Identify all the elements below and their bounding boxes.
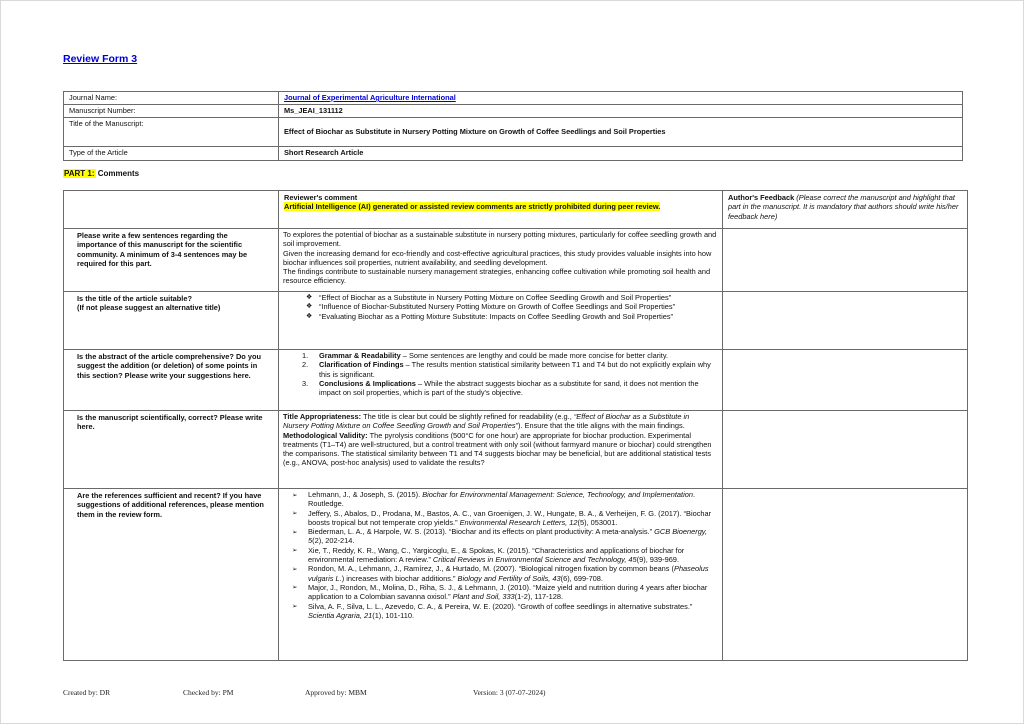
info-row-journal <box>64 92 963 105</box>
question-abstract: Is the abstract of the article comprehensive? Do you suggest the addition (or deletion) of some points in this section? Please write your suggestions here. <box>64 350 279 411</box>
arrow-bullet-icon: ➢ <box>292 603 298 611</box>
reference-item: ➢ Biederman, L. A., & Harpole, W. S. (2013). “Biochar and its effects on plant productivity: A meta-analysis.” GCB Bioenergy, 5(2), 202-214. <box>292 527 708 546</box>
footer-approved: Approved by: MBM <box>305 688 367 697</box>
reference-item: ➢ Major, J., Rondon, M., Molina, D., Riha, S. J., & Lehmann, J. (2010). “Maize yield and nutrition during 4 years after biochar application to a Colombian savanna oxisol.” Plant and Soil, 333(1-2), 117-128. <box>292 582 708 602</box>
diamond-bullet-icon: ❖ <box>306 312 313 320</box>
reference-suggestions <box>279 489 723 661</box>
info-row-article-type <box>64 147 963 161</box>
abstract-suggestions <box>279 350 723 411</box>
reviewer-comment-header: Reviewer's comment <box>284 193 358 202</box>
arrow-bullet-icon: ➢ <box>292 491 298 499</box>
diamond-bullet-icon: ❖ <box>306 303 313 311</box>
importance-paragraph: To explores the potential of biochar as a sustainable substitute in nursery potting mixtures, particularly for coffee seedling growth and soil improvement. <box>283 230 717 249</box>
arrow-bullet-icon: ➢ <box>292 547 298 555</box>
footer-created: Created by: DR <box>63 688 111 697</box>
info-row-title <box>64 118 963 147</box>
doc-title: Review Form 3 <box>63 53 138 65</box>
row-references <box>64 489 968 661</box>
row-scientific <box>64 411 968 489</box>
scientific-paragraph: Methodological Validity: The pyrolysis conditions (500°C for one hour) are appropriate for biochar production. Experimental treatments (T1–T4) are well-structured, but a control treatment with only soil (without farmyard manure or biochar) could strengthen the comparisons. The statistical similarity between T1 and T4 suggests biochar may be beneficial, but are additional statistical tests (e.g., ANOVA, post-hoc analysis) used to validate the results? <box>283 430 712 468</box>
author-feedback-cell-references[interactable] <box>723 489 968 661</box>
alt-title-suggestions <box>279 292 723 350</box>
journal-name-label: Journal Name: <box>64 92 279 105</box>
reference-item: ➢ Xie, T., Reddy, K. R., Wang, C., Yargicoglu, E., & Spokas, K. (2015). “Characteristics and applications of biochar for environmental remediation: A review.” Critical Reviews in Environmental Science and Technology, 45(9), 939-969. <box>292 545 685 565</box>
review-comments-table <box>63 190 968 661</box>
question-importance: Please write a few sentences regarding the importance of this manuscript for the scientific community. A minimum of 3-4 sentences may be required for this part. <box>64 229 279 292</box>
journal-name-link[interactable]: Journal of Experimental Agriculture International <box>284 93 456 102</box>
row-title-suitable <box>64 292 968 350</box>
arrow-bullet-icon: ➢ <box>292 510 298 518</box>
importance-paragraph: Given the increasing demand for eco-friendly and cost-effective agricultural practices, this study provides valuable insights into how biochar influences soil properties, nutrient availability, and seedling development. <box>283 248 712 267</box>
manuscript-title-value: Effect of Biochar as Substitute in Nursery Potting Mixture on Growth of Coffee Seedlings and Soil Properties <box>279 118 963 147</box>
manuscript-number-value: Ms_JEAI_131112 <box>279 105 963 118</box>
manuscript-title-label: Title of the Manuscript: <box>64 118 279 147</box>
reference-item: ➢ Rondon, M. A., Lehmann, J., Ramírez, J., & Hurtado, M. (2007). “Biological nitrogen fixation by common beans (Phaseolus vulgaris L.) increases with biochar additions.” Biology and Fertility of Soils, 43(6), 699-708. <box>292 564 709 583</box>
arrow-bullet-icon: ➢ <box>292 528 298 536</box>
manuscript-info-table <box>63 91 963 161</box>
author-feedback-cell-scientific[interactable] <box>723 411 968 489</box>
question-scientific: Is the manuscript scientifically, correct? Please write here. <box>64 411 279 489</box>
part1-badge: PART 1: <box>64 169 95 178</box>
header-empty-cell <box>64 191 279 229</box>
question-title-suitable: Is the title of the article suitable? <box>77 294 192 303</box>
author-feedback-cell-importance[interactable] <box>723 229 968 292</box>
arrow-bullet-icon: ➢ <box>292 584 298 592</box>
manuscript-number-label: Manuscript Number: <box>64 105 279 118</box>
reference-item: ➢ Lehmann, J., & Joseph, S. (2015). Biochar for Environmental Management: Science, Technology, and Implementation. Routledge. <box>292 490 696 509</box>
page-footer <box>0 688 1024 700</box>
row-abstract <box>64 350 968 411</box>
author-feedback-cell-title[interactable] <box>723 292 968 350</box>
reference-item: ➢ Silva, A. F., Silva, L. L., Azevedo, C. A., & Pereira, W. E. (2020). “Growth of coffee seedlings in alternative substrates.” Scientia Agraria, 21(1), 101-110. <box>292 601 693 620</box>
part1-title: Comments <box>97 169 140 178</box>
author-feedback-note: (Please correct the manuscript and highlight that part in the manuscript. It is mandatory that authors should write his/her feedback here) <box>728 193 959 221</box>
abstract-item: 1. Grammar & Readability – Some sentences are lengthy and could be made more concise for better clarity. <box>302 351 669 360</box>
reference-item: ➢ Jeffery, S., Abalos, D., Prodana, M., Bastos, A. C., van Groenigen, J. W., Hungate, B. A., & Verheijen, F. G. (2017). “Biochar boosts tropical but not temperate crop yields.” Environmental Research Letters, 12(5), 053001. <box>292 508 712 527</box>
scientific-comments <box>279 411 723 489</box>
abstract-item: 2. Clarification of Findings – The results mention statistical similarity between T1 and T4 but do not explicitly explain why this is significant. <box>302 360 711 379</box>
question-references: Are the references sufficient and recent? If you have suggestions of additional references, please mention them in the review form. <box>64 489 279 661</box>
part1-heading <box>63 169 139 178</box>
alt-title-item: ❖ “Influence of Biochar-Substituted Nursery Potting Mixture on Growth of Coffee Seedlings and Soil Properties” <box>306 302 676 312</box>
footer-checked: Checked by: PM <box>183 688 234 697</box>
row-importance <box>64 229 968 292</box>
scientific-paragraph: Title Appropriateness: The title is clear but could be slightly refined for readability (e.g., “Effect of Biochar as a Substitute in Nursery Potting Mixture on Coffee Seedling Growth and Soil Properties”). Ensure that the title aligns with the main findings. <box>283 412 690 431</box>
ai-prohibition-notice: Artificial Intelligence (AI) generated or assisted review comments are strictly prohibited during peer review. <box>284 202 661 212</box>
info-row-manuscript-number <box>64 105 963 118</box>
alt-title-item: ❖ “Evaluating Biochar as a Potting Mixture Substitute: Impacts on Coffee Seedling Growth and Soil Properties” <box>306 311 673 321</box>
review-header-row <box>64 191 968 229</box>
author-feedback-header: Author's Feedback <box>728 193 795 202</box>
author-feedback-cell-abstract[interactable] <box>723 350 968 411</box>
alt-title-item: ❖ “Effect of Biochar as a Substitute in Nursery Potting Mixture on Coffee Seedling Growth and Soil Properties” <box>306 293 672 302</box>
answer-importance <box>279 229 723 292</box>
footer-version: Version: 3 (07-07-2024) <box>473 688 546 697</box>
article-type-value: Short Research Article <box>279 147 963 161</box>
importance-paragraph: The findings contribute to sustainable nursery management strategies, enhancing coffee cultivation while promoting soil health and resource efficiency. <box>283 267 711 286</box>
arrow-bullet-icon: ➢ <box>292 565 298 573</box>
diamond-bullet-icon: ❖ <box>306 294 313 301</box>
abstract-item: 3. Conclusions & Implications – While the abstract suggests biochar as a substitute for sand, it does not mention the impact on soil properties, which is part of the study's objective. <box>302 378 699 398</box>
article-type-label: Type of the Article <box>64 147 279 161</box>
question-title-suitable-sub: (If not please suggest an alternative title) <box>77 303 221 313</box>
